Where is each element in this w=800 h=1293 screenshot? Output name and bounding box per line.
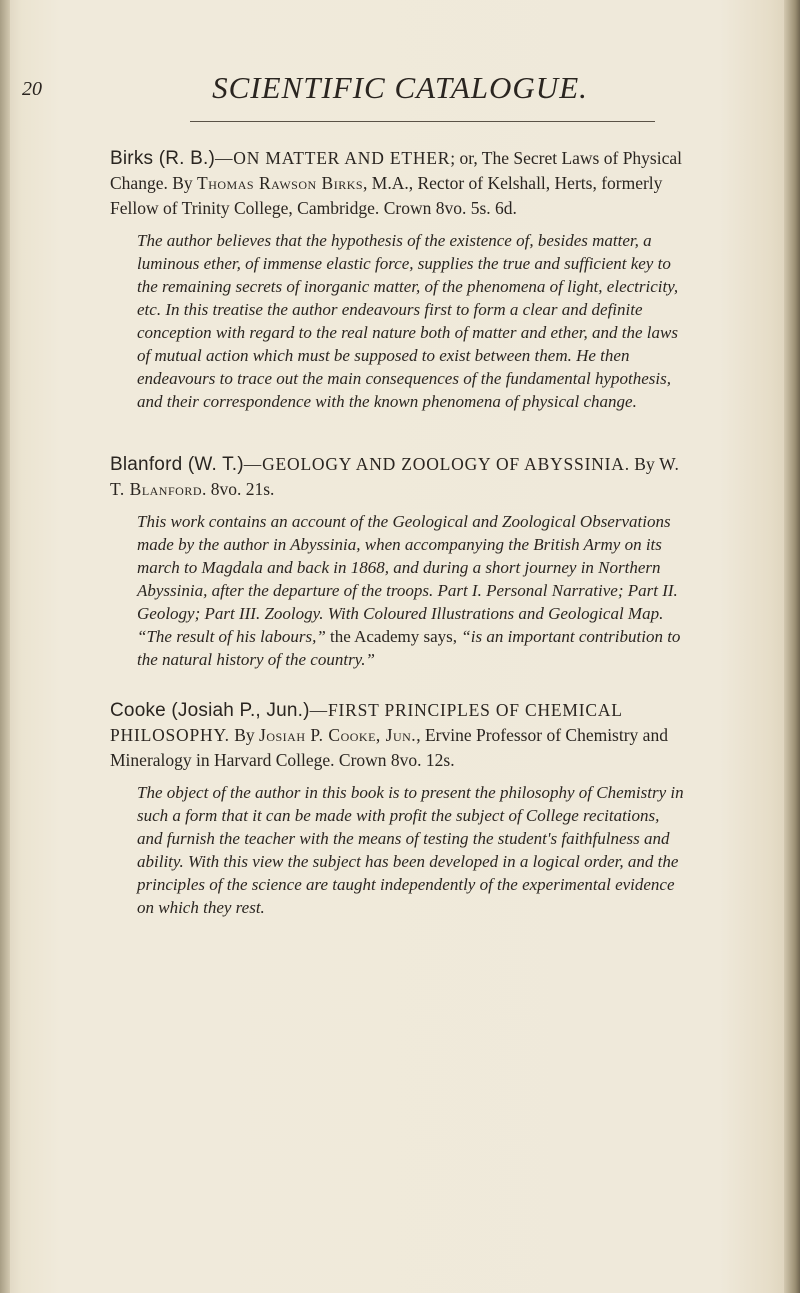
entry-author: Birks (R. B.) <box>110 148 215 169</box>
entry-heading <box>110 452 685 502</box>
entry-byline-rest: . <box>202 479 207 499</box>
catalogue-entry-birks <box>110 146 685 413</box>
entry-format-price: Crown 8vo. 12s. <box>338 750 455 770</box>
entry-heading <box>110 146 685 221</box>
entry-description: The object of the author in this book is to present the philosophy of Chemistry in such a form that it can be made with profit the subject of College recitations, and furnish the teacher with the means of testing the student's faithfulness and ability. With this view the subject has been developed in a logical order, and the principles of the science are taught independently of the experimental evidence on which they rest. <box>137 783 684 917</box>
entry-title: —FIRST PRINCIPLES OF CHEMICAL PHILOSOPHY. <box>110 700 623 745</box>
page-number: 20 <box>22 78 42 100</box>
running-head: SCIENTIFIC CATALOGUE. <box>212 70 588 105</box>
entry-description: The author believes that the hypothesis of the existence of, besides matter, a luminous ether, of immense elastic force, supplies the true and sufficient key to the remaining secrets of inorganic matter, of the phenomena of light, electricity, etc. In this treatise the author endeavours first to form a clear and definite conception with regard to the real nature both of matter and ether, and the laws of mutual action which must be supposed to exist between them. He then endeavours to trace out the main consequences of the fundamental hypothesis, and their correspondence with the known phenomena of physical change. <box>137 231 679 411</box>
page-binding-left <box>0 0 10 1293</box>
entry-title: —GEOLOGY AND ZOOLOGY OF ABYSSINIA. <box>243 454 630 474</box>
entry-byline-prefix: By <box>172 173 193 193</box>
entry-title: —ON MATTER AND ETHER <box>215 148 451 168</box>
entry-byline-rest: , M.A., Rector of Kelshall, Herts, formerly Fellow of Trinity College, Cambridge. <box>110 173 663 218</box>
entry-subtitle: ; or, The Secret Laws of Physical Change. <box>110 148 682 193</box>
entry-author: Blanford (W. T.) <box>110 454 244 475</box>
entry-byline-rest: , Ervine Professor of Chemistry and Mineralogy in Harvard College. <box>110 725 668 770</box>
entry-byline-prefix: By <box>634 454 655 474</box>
entry-description-end: “is an important contribution to the natural history of the country.” <box>137 627 681 669</box>
header-rule <box>190 121 655 122</box>
entry-format-price: 8vo. 21s. <box>210 479 275 499</box>
page-binding-right <box>784 0 800 1293</box>
entry-description-text: This work contains an account of the Geological and Zoological Observations made by the author in Abyssinia, when accompanying the British Army on its march to Magdala and back in 1868, and during a short journey in Northern Abyssinia, after the departure of the troops. Part I. Personal Narrative; Part II. Geology; Part III. Zoology. With Coloured Illustrations and Geological Map. “The result of his labours,” <box>137 512 678 646</box>
entry-description <box>110 510 685 671</box>
entry-heading <box>110 698 685 773</box>
entry-byline-name: Thomas Rawson Birks <box>197 173 364 193</box>
entry-author: Cooke (Josiah P., Jun.) <box>110 700 310 721</box>
entry-format-price: Crown 8vo. 5s. 6d. <box>383 198 517 218</box>
entry-byline-name: W. T. Blanford <box>110 454 680 499</box>
catalogue-entry-blanford <box>110 452 685 671</box>
entry-byline-name: Josiah P. Cooke, Jun. <box>259 725 417 745</box>
entry-byline-prefix: By <box>234 725 255 745</box>
entry-quote-source: the Academy says, <box>325 627 462 646</box>
catalogue-entry-cooke <box>110 698 685 919</box>
